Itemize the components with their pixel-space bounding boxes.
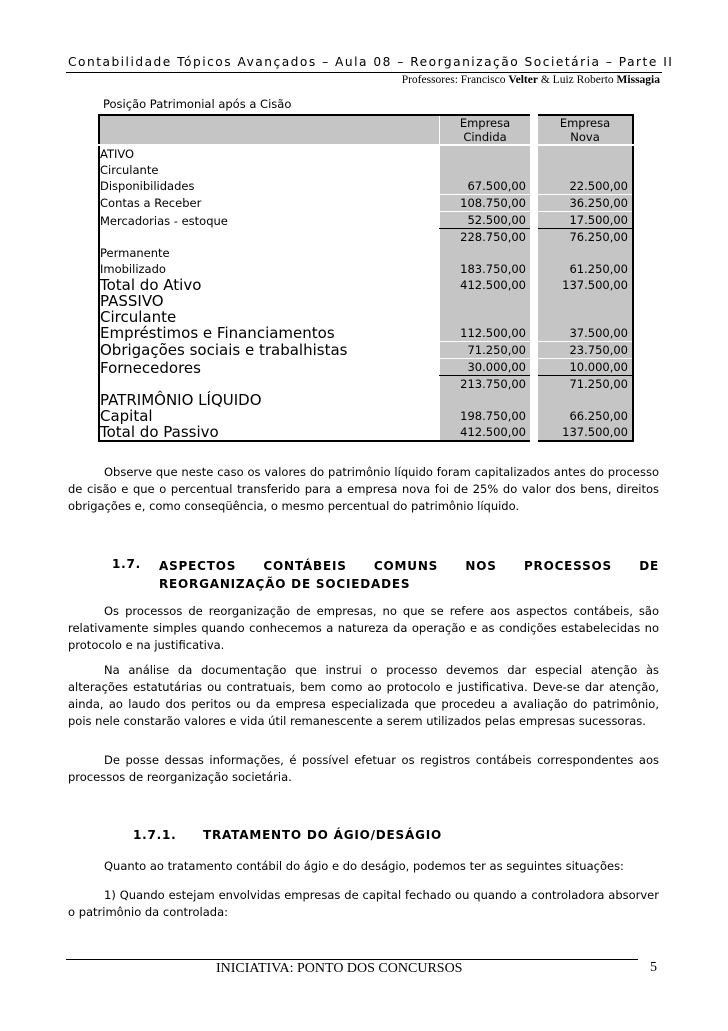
subsection-title: TRATAMENTO DO ÁGIO/DESÁGIO: [203, 828, 442, 842]
professor-2: Missagia: [616, 74, 660, 86]
value-cindida: 30.000,00: [440, 359, 535, 376]
section-title-line2: REORGANIZAÇÃO DE SOCIEDADES: [159, 577, 411, 591]
value-cindida: 112.500,00: [440, 325, 535, 342]
footer-text: INICIATIVA: PONTO DOS CONCURSOS: [216, 961, 463, 976]
value-nova: 71.250,00: [534, 376, 633, 393]
professors-line: [402, 74, 660, 86]
value-cindida: 412.500,00: [440, 277, 535, 293]
row-label: [99, 376, 440, 393]
running-header-title: Contabilidade Tópicos Avançados – Aula 08 – Reorganização Societária – Parte II: [68, 55, 674, 69]
row-label: Empréstimos e Financiamentos: [99, 325, 440, 342]
processos-paragraph: Os processos de reorganização de empresas, no que se refere aos aspectos contábeis, são relativamente simples quando conhecemos a natureza da operação e as condições estabelecidas no protocolo e na justificativa.: [68, 604, 659, 652]
balance-sheet-table: [98, 114, 634, 442]
row-label: Obrigações sociais e trabalhistas: [99, 342, 440, 359]
subsection-heading: [133, 828, 442, 842]
observe-paragraph: Observe que neste caso os valores do patrimônio líquido foram capitalizados antes do processo de cisão e que o percentual transferido para a empresa nova foi de 25% do valor dos bens, direitos obrigações e, como conseqüência, o mesmo percentual do patrimônio líquido.: [68, 465, 659, 513]
table-row: [99, 293, 633, 309]
value-nova: 76.250,00: [534, 229, 633, 246]
footer-divider: [66, 959, 638, 960]
analise-paragraph: Na análise da documentação que instrui o processo devemos dar especial atenção às alterações estatutárias ou contratuais, bem como ao protocolo e justificativa. Deve-se dar atenção, ainda, ao laudo dos peritos ou da empresa especializada que procedeu a avaliação do patrimônio, pois nele constarão valores e vida útil remanescente a serem utilizados pelas empresas sucessoras.: [68, 663, 659, 728]
value-nova: [534, 293, 633, 309]
value-nova: [534, 245, 633, 261]
row-label: Circulante: [99, 162, 440, 178]
value-nova: 17.500,00: [534, 212, 633, 229]
table-row: [99, 309, 633, 325]
value-nova: 22.500,00: [534, 178, 633, 195]
value-cindida: 67.500,00: [440, 178, 535, 195]
row-label: Circulante: [99, 309, 440, 325]
header-divider: [66, 72, 662, 73]
row-label: Imobilizado: [99, 261, 440, 277]
row-label: PATRIMÔNIO LÍQUIDO: [99, 392, 440, 408]
row-label: Capital: [99, 408, 440, 424]
quanto-paragraph: Quanto ao tratamento contábil do ágio e do deságio, podemos ter as seguintes situações:: [104, 859, 624, 873]
subtotal-row: [99, 376, 633, 393]
table-row: [99, 145, 633, 162]
value-nova: 37.500,00: [534, 325, 633, 342]
table-caption: Posição Patrimonial após a Cisão: [103, 97, 292, 111]
section-title-line1: ASPECTOS CONTÁBEIS COMUNS NOS PROCESSOS DE: [159, 559, 659, 573]
row-label: Mercadorias - estoque: [99, 212, 440, 229]
value-cindida: [440, 162, 535, 178]
value-cindida: 213.750,00: [440, 376, 535, 393]
value-nova: [534, 162, 633, 178]
value-cindida: [440, 293, 535, 309]
table-row: [99, 245, 633, 261]
value-cindida: 412.500,00: [440, 424, 535, 441]
subtotal-row: [99, 229, 633, 246]
row-label: [99, 229, 440, 246]
table-row: [99, 261, 633, 277]
value-cindida: 198.750,00: [440, 408, 535, 424]
value-nova: 137.500,00: [534, 424, 633, 441]
value-cindida: [440, 392, 535, 408]
total-ativo-row: [99, 277, 633, 293]
header-empresa-cindida: Empresa Cindida: [440, 115, 535, 145]
value-nova: 61.250,00: [534, 261, 633, 277]
table-row: [99, 392, 633, 408]
row-label: Disponibilidades: [99, 178, 440, 195]
header-label-cell: [99, 115, 440, 145]
table-row: [99, 408, 633, 424]
table-header-row: [99, 115, 633, 145]
value-cindida: [440, 245, 535, 261]
total-passivo-row: [99, 424, 633, 441]
value-nova: 137.500,00: [534, 277, 633, 293]
row-label: Fornecedores: [99, 359, 440, 376]
value-nova: [534, 145, 633, 162]
table-row: [99, 195, 633, 212]
table-row: [99, 359, 633, 376]
value-nova: 66.250,00: [534, 408, 633, 424]
row-label: Permanente: [99, 245, 440, 261]
table-row: [99, 342, 633, 359]
professors-mid: & Luiz Roberto: [537, 74, 617, 86]
section-number: 1.7.: [112, 557, 142, 571]
value-nova: [534, 309, 633, 325]
value-cindida: [440, 145, 535, 162]
professor-1: Velter: [508, 74, 538, 86]
row-label: Total do Ativo: [99, 277, 440, 293]
value-nova: 23.750,00: [534, 342, 633, 359]
value-cindida: 71.250,00: [440, 342, 535, 359]
table-row: [99, 162, 633, 178]
value-cindida: 228.750,00: [440, 229, 535, 246]
item1-paragraph: 1) Quando estejam envolvidas empresas de capital fechado ou quando a controladora absorver o patrimônio da controlada:: [68, 888, 659, 919]
value-nova: [534, 392, 633, 408]
subsection-number: 1.7.1.: [133, 828, 177, 842]
row-label: PASSIVO: [99, 293, 440, 309]
page-number: 5: [650, 960, 657, 975]
row-label: Total do Passivo: [99, 424, 440, 441]
table-row: [99, 212, 633, 229]
row-label: ATIVO: [99, 145, 440, 162]
value-cindida: [440, 309, 535, 325]
posse-paragraph: De posse dessas informações, é possível efetuar os registros contábeis correspondentes aos processos de reorganização societária.: [68, 753, 659, 784]
header-empresa-nova: Empresa Nova: [534, 115, 633, 145]
value-cindida: 183.750,00: [440, 261, 535, 277]
value-nova: 36.250,00: [534, 195, 633, 212]
row-label: Contas a Receber: [99, 195, 440, 212]
value-nova: 10.000,00: [534, 359, 633, 376]
value-cindida: 108.750,00: [440, 195, 535, 212]
value-cindida: 52.500,00: [440, 212, 535, 229]
table-row: [99, 325, 633, 342]
professors-prefix: Professores: Francisco: [401, 74, 509, 86]
table-row: [99, 178, 633, 195]
